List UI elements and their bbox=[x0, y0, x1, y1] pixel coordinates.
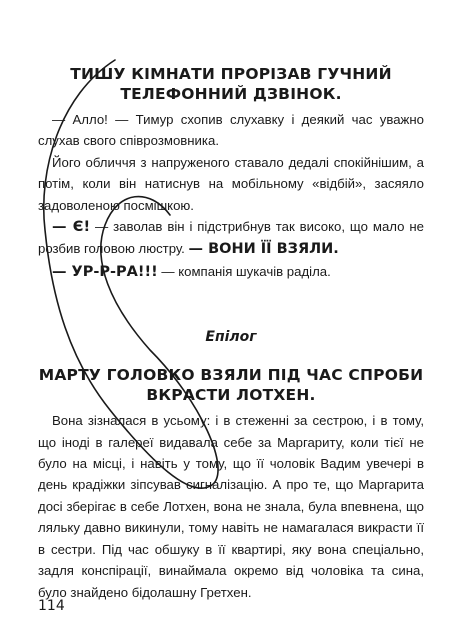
heading-line-1: ТИШУ КІМНАТИ ПРОРІЗАВ ГУЧНИЙ bbox=[70, 65, 392, 83]
epilog-title: Епілог bbox=[205, 329, 257, 346]
page-number: 114 bbox=[38, 598, 65, 614]
epilog-heading bbox=[38, 365, 424, 405]
shout-they-took-her: — ВОНИ ЇЇ ВЗЯЛИ. bbox=[188, 241, 339, 258]
shout-hooray: — УР-Р-РА!!! bbox=[52, 263, 158, 280]
epilog-heading-line-1: МАРТУ ГОЛОВКО ВЗЯЛИ ПІД ЧАС СПРОБИ bbox=[38, 366, 424, 385]
epilog-heading-line-2: ВКРАСТИ ЛОТХЕН. bbox=[146, 386, 316, 405]
paragraph-4 bbox=[38, 261, 424, 283]
page-content bbox=[38, 64, 424, 603]
paragraph-3-text: — заволав він і підстрибнув так високо, що мало не розбив головою люстру. bbox=[38, 219, 424, 257]
paragraph-3 bbox=[38, 216, 424, 261]
chapter-heading bbox=[38, 64, 424, 104]
shout-yes: — Є! bbox=[52, 219, 91, 236]
paragraph-5: Вона зізналася в усьому: і в стеженні за сестрою, і в тому, що іноді в галереї видавала себе за Маргариту, коли тієї не було на місці, і навіть у тому, що її чоловік Вадим увечері в день крадіжки зіпсував сигналізацію. А про те, що Маргарита досі зберігає в себе Лотхен, вона не знала, була впевнена, що ляльку давно викинули, тому навіть не намагалася викрасти її в сестри. Під час обшуку в її квартирі, яку вона спеціально, задля конспірації, винаймала окремо від чоловіка та сина, було знайдено бідолашну Гретхен. bbox=[38, 413, 424, 600]
paragraph-4-text: — компанія шукачів раділа. bbox=[157, 263, 331, 279]
paragraph-2: Його обличчя з напруженого ставало дедалі спокійнішим, а потім, коли він натиснув на мобільному «відбій», засяяло задоволеною посмішкою. bbox=[38, 154, 424, 213]
paragraph-1: — Алло! — Тимур схопив слухавку і деякий час уважно слухав свого співрозмовника. bbox=[38, 112, 424, 149]
heading-line-2: ТЕЛЕФОННИЙ ДЗВІНОК. bbox=[120, 85, 342, 103]
